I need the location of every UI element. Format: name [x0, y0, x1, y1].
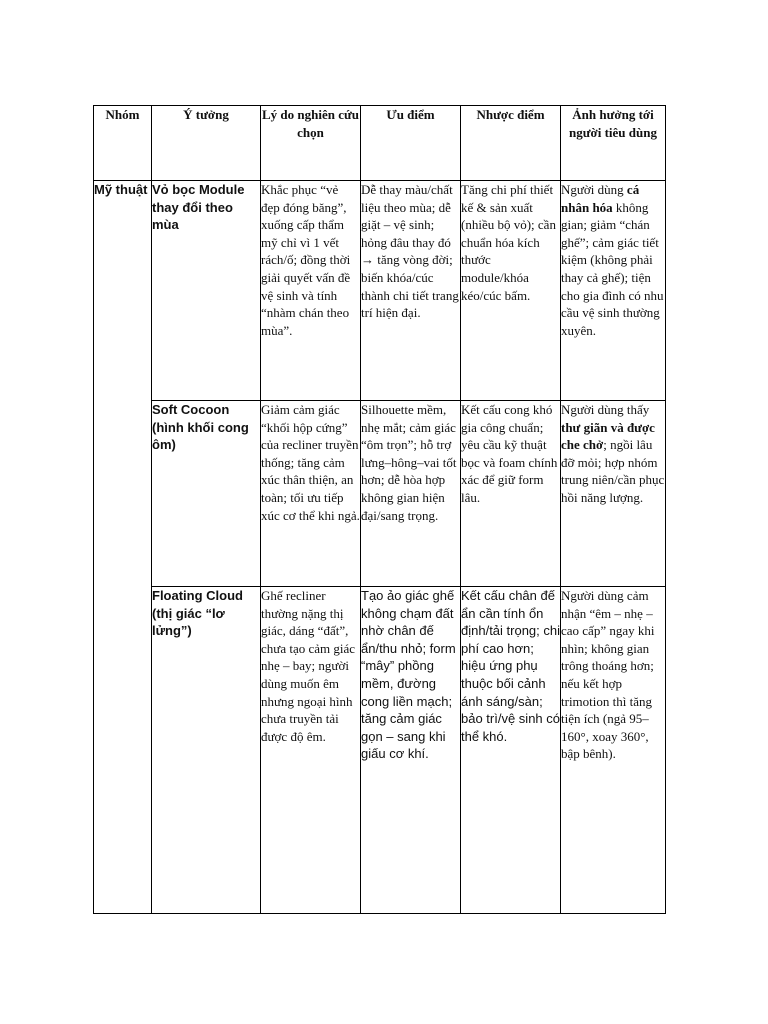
idea-cell: Soft Cocoon (hình khối cong ôm) [152, 401, 261, 587]
cons-cell: Tăng chi phí thiết kế & sản xuất (nhiều bộ vỏ); cần chuẩn hóa kích thước module/khóa kéo/cúc bấm. [461, 181, 561, 401]
idea-cell: Floating Cloud (thị giác “lơ lửng”) [152, 587, 261, 914]
impact-cell [561, 181, 666, 401]
reason-cell: Giảm cảm giác “khối hộp cứng” của recliner truyền thống; tăng cảm xúc thân thiện, an toàn; tối ưu tiếp xúc cơ thể khi ngả. [261, 401, 361, 587]
impact-cell [561, 587, 666, 914]
pros-cell: Silhouette mềm, nhẹ mắt; cảm giác “ôm trọn”; hỗ trợ lưng–hông–vai tốt hơn; dễ hòa hợp không gian hiện đại/sang trọng. [361, 401, 461, 587]
header-pros: Ưu điểm [361, 106, 461, 181]
impact-emphasis: thư giãn và được che chở [561, 419, 655, 453]
table-row [94, 587, 666, 914]
impact-text: ; ngồi lâu đỡ mỏi; hợp nhóm trung niên/cần phục hồi năng lượng. [561, 437, 665, 505]
header-reason: Lý do nghiên cứu chọn [261, 106, 361, 181]
header-row [94, 106, 666, 181]
table-row [94, 401, 666, 587]
impact-text: Người dùng [561, 182, 627, 197]
idea-cell: Vỏ bọc Module thay đổi theo mùa [152, 181, 261, 401]
cons-cell: Kết cấu chân đế ẩn cần tính ổn định/tải trọng; chi phí cao hơn; hiệu ứng phụ thuộc bối cảnh ánh sáng/sàn; bảo trì/vệ sinh có thể khó. [461, 587, 561, 914]
cons-cell: Kết cấu cong khó gia công chuẩn; yêu cầu kỹ thuật bọc và foam chính xác để giữ form lâu. [461, 401, 561, 587]
pros-cell: Tạo ảo giác ghế không chạm đất nhờ chân đế ẩn/thu nhỏ; form “mây” phồng mềm, đường cong liền mạch; tăng cảm giác gọn – sang khi giấu cơ khí. [361, 587, 461, 914]
reason-cell: Ghế recliner thường nặng thị giác, dáng “đất”, chưa tạo cảm giác nhẹ – bay; người dùng muốn êm nhưng ngoại hình chưa truyền tải được độ êm. [261, 587, 361, 914]
impact-emphasis: cá nhân hóa [561, 182, 640, 215]
impact-text: Người dùng thấy [561, 402, 650, 417]
impact-cell [561, 401, 666, 587]
group-cell: Mỹ thuật [94, 181, 152, 914]
header-impact: Ảnh hưởng tới người tiêu dùng [561, 106, 666, 181]
header-cons: Nhược điểm [461, 106, 561, 181]
impact-text: không gian; giảm “chán ghế”; cảm giác tiết kiệm (không phải thay cả ghế); tiện cho gia đình có nhu cầu vệ sinh thường xuyên. [561, 199, 664, 338]
reason-cell: Khắc phục “vẻ đẹp đóng băng”, xuống cấp thẩm mỹ chỉ vì 1 vết rách/ố; đồng thời giải quyết vấn đề vệ sinh và tính “nhàm chán theo mùa”. [261, 181, 361, 401]
comparison-table [93, 105, 666, 914]
impact-text: Người dùng cảm nhận “êm – nhẹ – cao cấp” ngay khi nhìn; không gian trông thoáng hơn; nếu kết hợp trimotion thì tăng tiện ích (ngả 95–160°, xoay 360°, bập bênh). [561, 588, 655, 762]
header-group: Nhóm [94, 106, 152, 181]
table-row [94, 181, 666, 401]
header-idea: Ý tưởng [152, 106, 261, 181]
pros-cell: Dễ thay màu/chất liệu theo mùa; dễ giặt – vệ sinh; hỏng đâu thay đó → tăng vòng đời; biến khóa/cúc thành chi tiết trang trí hiện đại. [361, 181, 461, 401]
